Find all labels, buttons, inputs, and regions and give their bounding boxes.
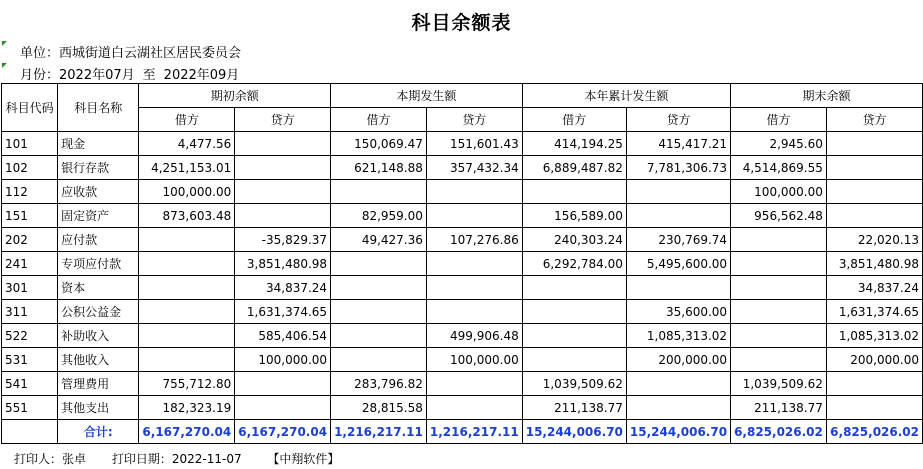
account-name-cell[interactable]: 银行存款 bbox=[58, 156, 139, 180]
amount-cell[interactable] bbox=[731, 276, 827, 300]
amount-cell[interactable] bbox=[522, 324, 626, 348]
account-name-cell[interactable]: 其他支出 bbox=[58, 396, 139, 420]
amount-cell[interactable]: 5,495,600.00 bbox=[626, 252, 730, 276]
account-name-cell[interactable]: 管理费用 bbox=[58, 372, 139, 396]
amount-cell[interactable]: 1,039,509.62 bbox=[522, 372, 626, 396]
account-name-cell[interactable]: 补助收入 bbox=[58, 324, 139, 348]
amount-cell[interactable]: 107,276.86 bbox=[426, 228, 522, 252]
amount-cell[interactable] bbox=[235, 132, 331, 156]
header-credit: 贷方 bbox=[626, 108, 730, 132]
amount-cell[interactable] bbox=[522, 300, 626, 324]
amount-cell[interactable]: 100,000.00 bbox=[235, 348, 331, 372]
amount-cell[interactable]: -35,829.37 bbox=[235, 228, 331, 252]
total-cell: 6,825,026.02 bbox=[826, 420, 922, 444]
footer bbox=[14, 450, 361, 467]
account-code-cell[interactable]: 311 bbox=[2, 300, 58, 324]
amount-cell[interactable] bbox=[139, 348, 235, 372]
header-name: 科目名称 bbox=[58, 84, 139, 132]
amount-cell[interactable] bbox=[731, 252, 827, 276]
period-prefix: 月份： bbox=[20, 68, 60, 83]
account-code-cell[interactable]: 101 bbox=[2, 132, 58, 156]
footer-print-date: 打印日期：2022-11-07 bbox=[111, 452, 242, 466]
account-name-cell[interactable]: 资本 bbox=[58, 276, 139, 300]
header-debit: 借方 bbox=[139, 108, 235, 132]
account-name-cell[interactable]: 应收款 bbox=[58, 180, 139, 204]
account-code-cell[interactable]: 151 bbox=[2, 204, 58, 228]
amount-cell[interactable] bbox=[626, 372, 730, 396]
account-name-cell[interactable]: 应付款 bbox=[58, 228, 139, 252]
amount-cell[interactable] bbox=[331, 276, 427, 300]
amount-cell[interactable] bbox=[731, 300, 827, 324]
account-code-cell[interactable]: 102 bbox=[2, 156, 58, 180]
account-name-cell[interactable]: 现金 bbox=[58, 132, 139, 156]
table-row[interactable] bbox=[2, 372, 923, 396]
amount-cell[interactable] bbox=[826, 156, 922, 180]
amount-cell[interactable] bbox=[426, 300, 522, 324]
amount-cell[interactable]: 100,000.00 bbox=[426, 348, 522, 372]
period-label bbox=[20, 64, 239, 83]
amount-cell[interactable] bbox=[626, 204, 730, 228]
table-row[interactable] bbox=[2, 228, 923, 252]
amount-cell[interactable] bbox=[235, 180, 331, 204]
total-code-cell bbox=[2, 420, 58, 444]
total-cell: 1,216,217.11 bbox=[331, 420, 427, 444]
table-row[interactable] bbox=[2, 396, 923, 420]
amount-cell[interactable]: 3,851,480.98 bbox=[235, 252, 331, 276]
amount-cell[interactable] bbox=[331, 348, 427, 372]
header-group-opening: 期初余额 bbox=[139, 84, 331, 108]
amount-cell[interactable]: 1,631,374.65 bbox=[235, 300, 331, 324]
total-cell: 6,825,026.02 bbox=[731, 420, 827, 444]
amount-cell[interactable] bbox=[826, 204, 922, 228]
header-group-ytd: 本年累计发生额 bbox=[522, 84, 730, 108]
account-name-cell[interactable]: 公积公益金 bbox=[58, 300, 139, 324]
amount-cell[interactable] bbox=[426, 180, 522, 204]
amount-cell[interactable]: 200,000.00 bbox=[626, 348, 730, 372]
amount-cell[interactable] bbox=[626, 396, 730, 420]
amount-cell[interactable]: 755,712.80 bbox=[139, 372, 235, 396]
amount-cell[interactable] bbox=[139, 276, 235, 300]
amount-cell[interactable]: 230,769.74 bbox=[626, 228, 730, 252]
amount-cell[interactable]: 415,417.21 bbox=[626, 132, 730, 156]
table-body bbox=[2, 132, 923, 420]
amount-cell[interactable] bbox=[826, 396, 922, 420]
amount-cell[interactable]: 34,837.24 bbox=[235, 276, 331, 300]
amount-cell[interactable]: 200,000.00 bbox=[826, 348, 922, 372]
account-name-cell[interactable]: 固定资产 bbox=[58, 204, 139, 228]
header-code: 科目代码 bbox=[2, 84, 58, 132]
amount-cell[interactable] bbox=[235, 156, 331, 180]
amount-cell[interactable] bbox=[426, 252, 522, 276]
amount-cell[interactable]: 6,889,487.82 bbox=[522, 156, 626, 180]
amount-cell[interactable]: 100,000.00 bbox=[731, 180, 827, 204]
header-debit: 借方 bbox=[522, 108, 626, 132]
amount-cell[interactable] bbox=[139, 324, 235, 348]
total-cell: 15,244,006.70 bbox=[626, 420, 730, 444]
header-debit: 借方 bbox=[331, 108, 427, 132]
amount-cell[interactable]: 35,600.00 bbox=[626, 300, 730, 324]
amount-cell[interactable] bbox=[235, 372, 331, 396]
amount-cell[interactable]: 150,069.47 bbox=[331, 132, 427, 156]
amount-cell[interactable] bbox=[826, 180, 922, 204]
table-row[interactable] bbox=[2, 252, 923, 276]
amount-cell[interactable] bbox=[426, 372, 522, 396]
amount-cell[interactable]: 28,815.58 bbox=[331, 396, 427, 420]
account-code-cell[interactable]: 551 bbox=[2, 396, 58, 420]
amount-cell[interactable]: 22,020.13 bbox=[826, 228, 922, 252]
header-credit: 贷方 bbox=[826, 108, 922, 132]
amount-cell[interactable] bbox=[731, 348, 827, 372]
amount-cell[interactable] bbox=[426, 276, 522, 300]
amount-cell[interactable]: 7,781,306.73 bbox=[626, 156, 730, 180]
amount-cell[interactable] bbox=[626, 276, 730, 300]
table-row[interactable] bbox=[2, 300, 923, 324]
amount-cell[interactable]: 283,796.82 bbox=[331, 372, 427, 396]
account-name-cell[interactable]: 专项应付款 bbox=[58, 252, 139, 276]
amount-cell[interactable] bbox=[426, 396, 522, 420]
header-row-groups bbox=[2, 84, 923, 108]
amount-cell[interactable]: 873,603.48 bbox=[139, 204, 235, 228]
account-code-cell[interactable]: 522 bbox=[2, 324, 58, 348]
table-row[interactable] bbox=[2, 348, 923, 372]
amount-cell[interactable] bbox=[731, 324, 827, 348]
amount-cell[interactable] bbox=[331, 324, 427, 348]
total-cell: 15,244,006.70 bbox=[522, 420, 626, 444]
amount-cell[interactable]: 6,292,784.00 bbox=[522, 252, 626, 276]
balance-table bbox=[1, 83, 923, 444]
table-row[interactable] bbox=[2, 276, 923, 300]
account-code-cell[interactable]: 531 bbox=[2, 348, 58, 372]
amount-cell[interactable] bbox=[731, 228, 827, 252]
header-debit: 借方 bbox=[731, 108, 827, 132]
amount-cell[interactable]: 585,406.54 bbox=[235, 324, 331, 348]
amount-cell[interactable] bbox=[426, 204, 522, 228]
amount-cell[interactable]: 1,631,374.65 bbox=[826, 300, 922, 324]
amount-cell[interactable] bbox=[235, 204, 331, 228]
amount-cell[interactable]: 1,085,313.02 bbox=[626, 324, 730, 348]
amount-cell[interactable]: 156,589.00 bbox=[522, 204, 626, 228]
amount-cell[interactable] bbox=[826, 372, 922, 396]
header-row-sides bbox=[2, 108, 923, 132]
period-from: 2022年07月 bbox=[59, 68, 135, 83]
amount-cell[interactable]: 621,148.88 bbox=[331, 156, 427, 180]
table-row[interactable] bbox=[2, 180, 923, 204]
amount-cell[interactable] bbox=[331, 180, 427, 204]
total-cell: 6,167,270.04 bbox=[235, 420, 331, 444]
cell-marker-icon bbox=[2, 41, 7, 46]
amount-cell[interactable]: 100,000.00 bbox=[139, 180, 235, 204]
period-separator: 至 bbox=[142, 68, 156, 83]
amount-cell[interactable]: 4,514,869.55 bbox=[731, 156, 827, 180]
header-group-period: 本期发生额 bbox=[331, 84, 523, 108]
amount-cell[interactable] bbox=[826, 132, 922, 156]
amount-cell[interactable] bbox=[522, 180, 626, 204]
total-label: 合计: bbox=[58, 420, 139, 444]
amount-cell[interactable]: 211,138.77 bbox=[731, 396, 827, 420]
total-cell: 6,167,270.04 bbox=[139, 420, 235, 444]
amount-cell[interactable]: 414,194.25 bbox=[522, 132, 626, 156]
total-row bbox=[2, 420, 923, 444]
amount-cell[interactable]: 499,906.48 bbox=[426, 324, 522, 348]
amount-cell[interactable]: 3,851,480.98 bbox=[826, 252, 922, 276]
amount-cell[interactable]: 357,432.34 bbox=[426, 156, 522, 180]
account-name-cell[interactable]: 其他收入 bbox=[58, 348, 139, 372]
amount-cell[interactable] bbox=[331, 300, 427, 324]
period-to: 2022年09月 bbox=[163, 68, 240, 83]
amount-cell[interactable]: 49,427.36 bbox=[331, 228, 427, 252]
report-title: 科目余额表 bbox=[411, 12, 512, 34]
amount-cell[interactable] bbox=[235, 396, 331, 420]
amount-cell[interactable] bbox=[139, 228, 235, 252]
account-code-cell[interactable]: 202 bbox=[2, 228, 58, 252]
amount-cell[interactable]: 1,085,313.02 bbox=[826, 324, 922, 348]
amount-cell[interactable] bbox=[139, 252, 235, 276]
account-code-cell[interactable]: 112 bbox=[2, 180, 58, 204]
amount-cell[interactable]: 82,959.00 bbox=[331, 204, 427, 228]
amount-cell[interactable]: 211,138.77 bbox=[522, 396, 626, 420]
table-row[interactable] bbox=[2, 156, 923, 180]
footer-printer: 打印人：张卓 bbox=[14, 452, 87, 466]
amount-cell[interactable]: 34,837.24 bbox=[826, 276, 922, 300]
amount-cell[interactable]: 151,601.43 bbox=[426, 132, 522, 156]
total-cell: 1,216,217.11 bbox=[426, 420, 522, 444]
account-code-cell[interactable]: 541 bbox=[2, 372, 58, 396]
footer-software: 【中翔软件】 bbox=[267, 452, 340, 466]
header-credit: 贷方 bbox=[426, 108, 522, 132]
amount-cell[interactable]: 4,251,153.01 bbox=[139, 156, 235, 180]
amount-cell[interactable]: 182,323.19 bbox=[139, 396, 235, 420]
amount-cell[interactable] bbox=[331, 252, 427, 276]
account-code-cell[interactable]: 301 bbox=[2, 276, 58, 300]
table-row[interactable] bbox=[2, 204, 923, 228]
header-credit: 贷方 bbox=[235, 108, 331, 132]
cell-marker-icon bbox=[2, 63, 7, 68]
unit-label: 单位：西城街道白云湖社区居民委员会 bbox=[20, 46, 242, 61]
amount-cell[interactable]: 240,303.24 bbox=[522, 228, 626, 252]
header-group-closing: 期末余额 bbox=[731, 84, 923, 108]
amount-cell[interactable]: 4,477.56 bbox=[139, 132, 235, 156]
amount-cell[interactable]: 2,945.60 bbox=[731, 132, 827, 156]
amount-cell[interactable] bbox=[522, 348, 626, 372]
account-code-cell[interactable]: 241 bbox=[2, 252, 58, 276]
amount-cell[interactable]: 956,562.48 bbox=[731, 204, 827, 228]
table-row[interactable] bbox=[2, 132, 923, 156]
amount-cell[interactable] bbox=[139, 300, 235, 324]
amount-cell[interactable] bbox=[626, 180, 730, 204]
amount-cell[interactable]: 1,039,509.62 bbox=[731, 372, 827, 396]
amount-cell[interactable] bbox=[522, 276, 626, 300]
table-row[interactable] bbox=[2, 324, 923, 348]
